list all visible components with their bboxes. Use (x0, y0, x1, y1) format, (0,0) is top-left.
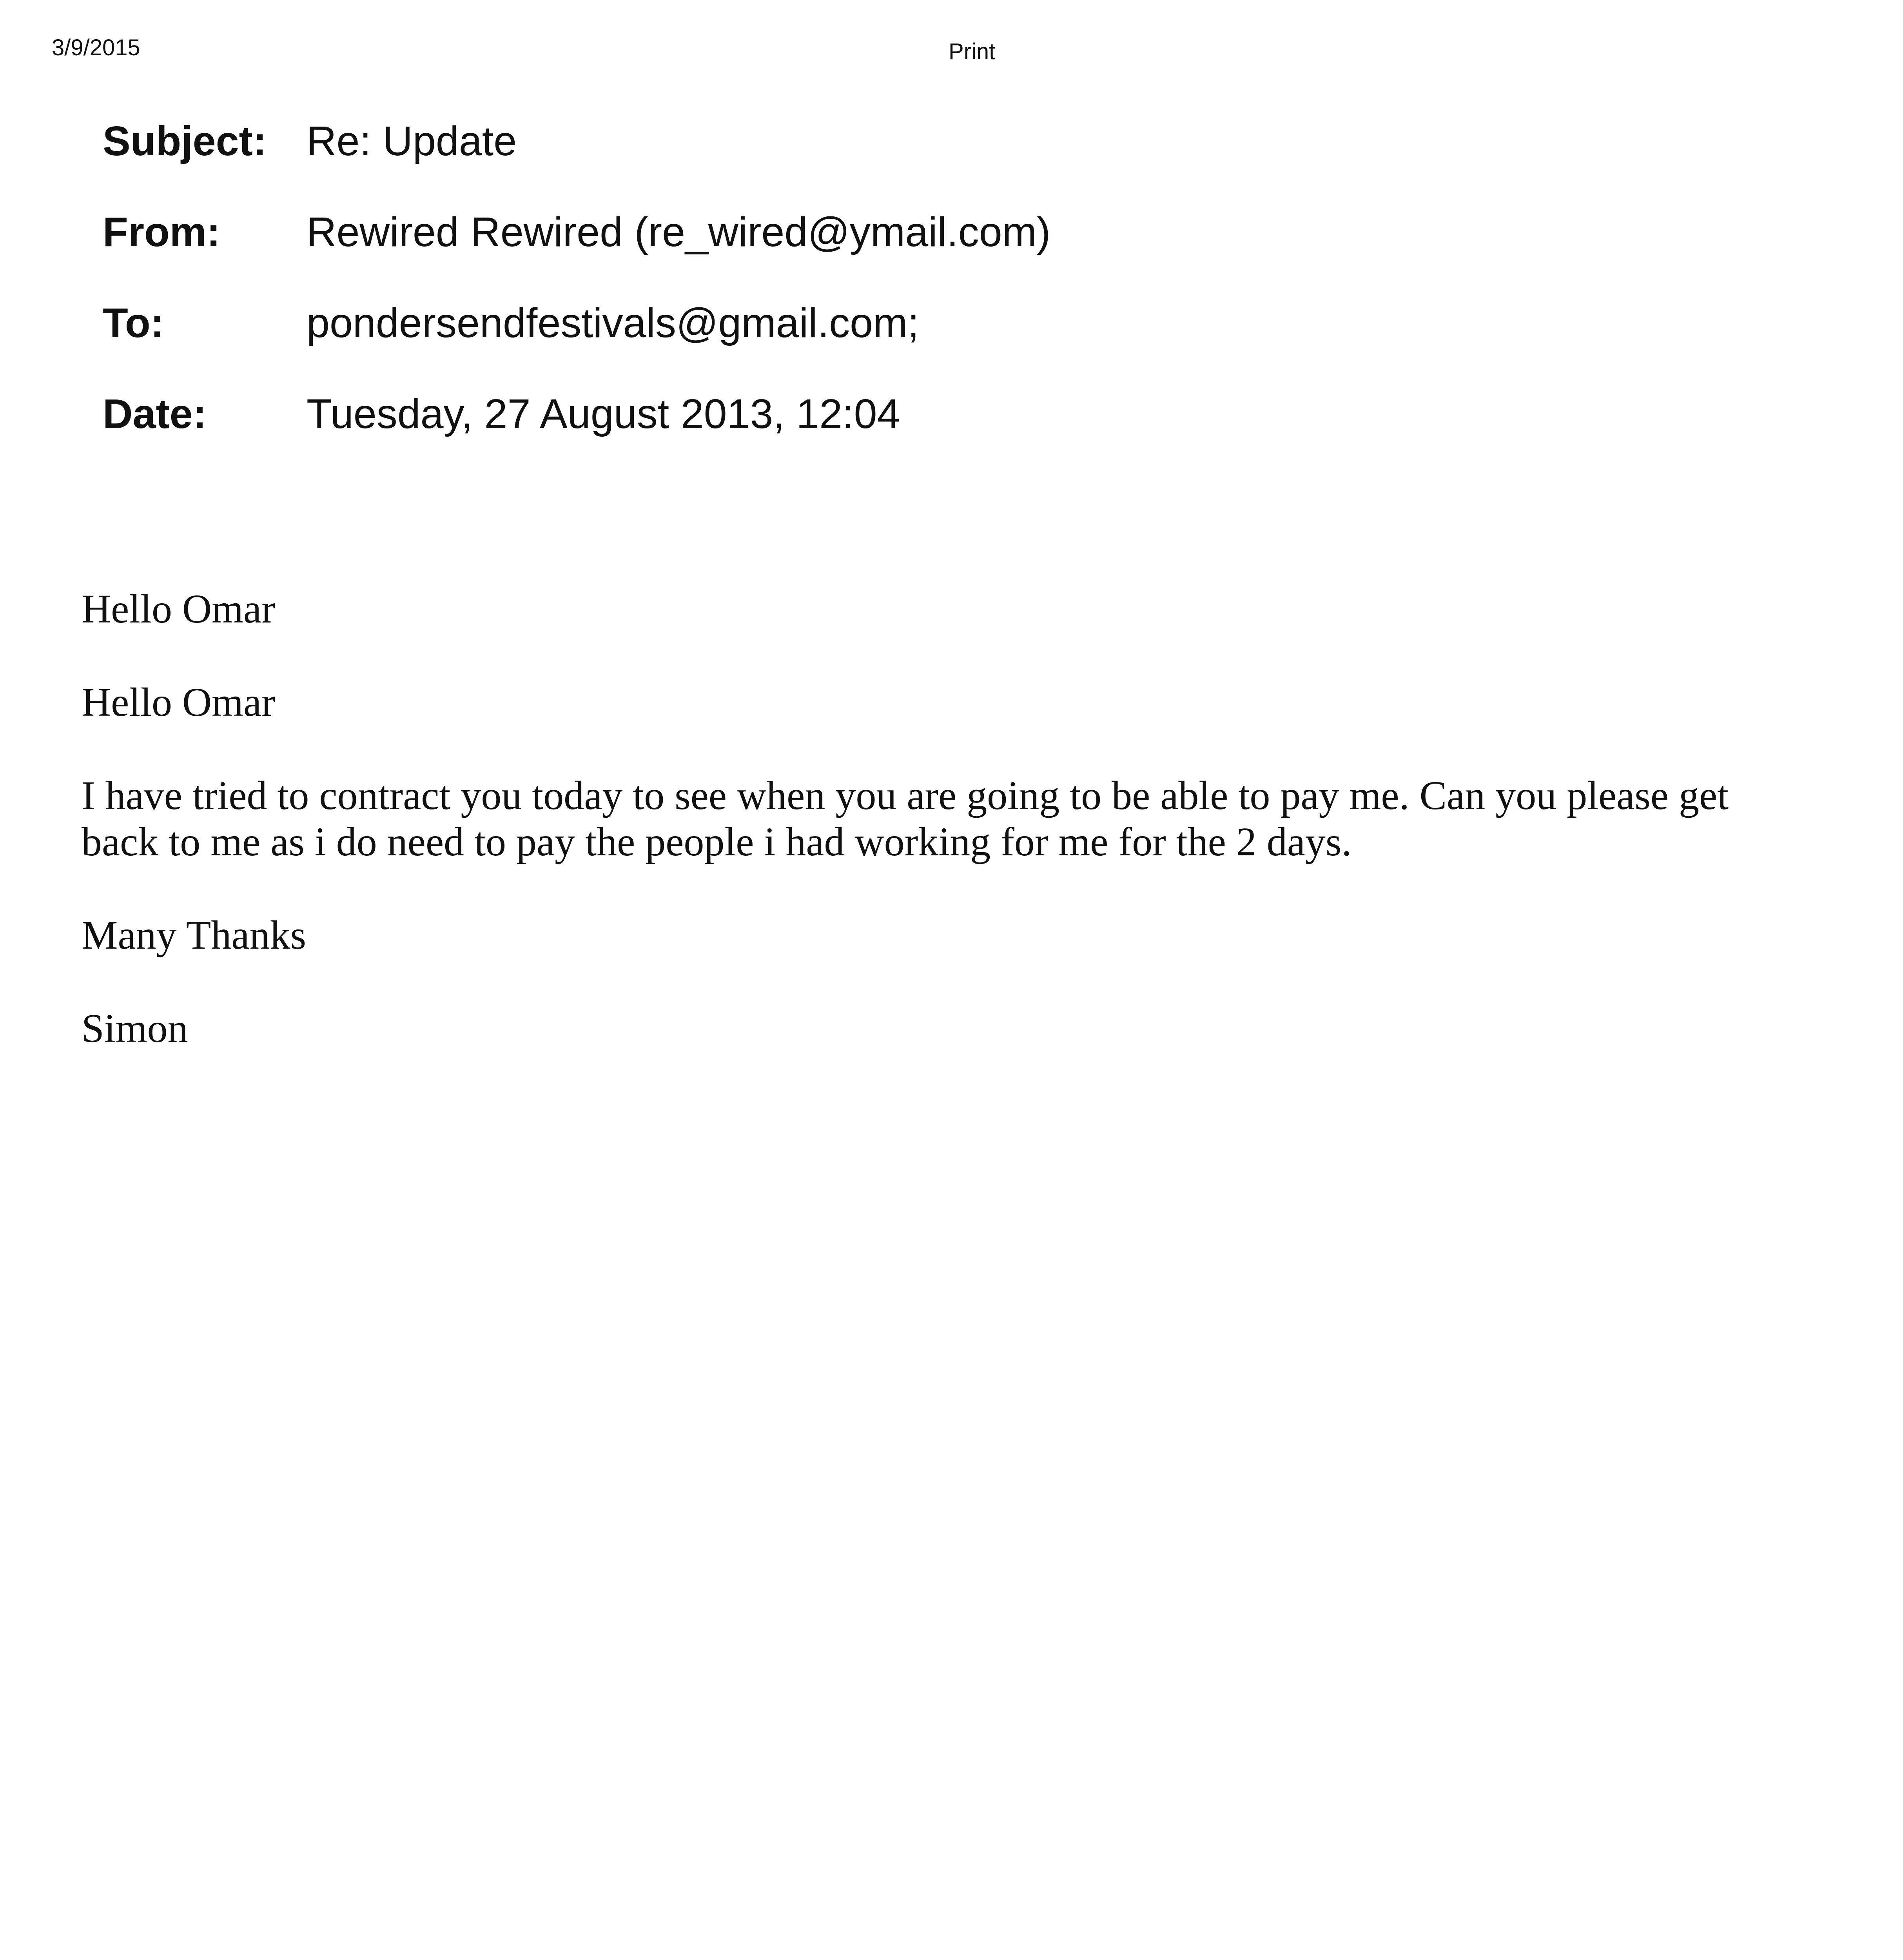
from-row (103, 209, 1050, 299)
subject-value: Re: Update (307, 118, 517, 164)
date-value: Tuesday, 27 August 2013, 12:04 (307, 391, 900, 437)
to-row (103, 299, 1050, 390)
print-date: 3/9/2015 (52, 35, 140, 60)
subject-row (103, 118, 1050, 209)
to-value: pondersendfestivals@gmail.com; (307, 300, 919, 346)
email-body (82, 586, 1806, 1099)
greeting-paragraph: Hello Omar (82, 586, 275, 632)
closing-paragraph: Many Thanks (82, 913, 306, 958)
subject-label: Subject: (103, 118, 267, 164)
date-row (103, 390, 1050, 481)
to-label: To: (103, 300, 164, 346)
signature-paragraph: Simon (82, 1006, 188, 1051)
print-title: Print (949, 39, 996, 64)
date-label: Date: (103, 391, 207, 437)
message-paragraph: I have tried to contract you today to see when you are going to be able to pay me. Can you please get back to me as i do need to pay the people i had working for me for the 2 days. (82, 773, 1729, 864)
from-label: From: (103, 209, 221, 255)
from-value: Rewired Rewired (re_wired@ymail.com) (307, 209, 1051, 255)
greeting-paragraph-repeat: Hello Omar (82, 680, 275, 725)
print-header (0, 34, 1903, 66)
email-header-fields (103, 118, 1050, 481)
